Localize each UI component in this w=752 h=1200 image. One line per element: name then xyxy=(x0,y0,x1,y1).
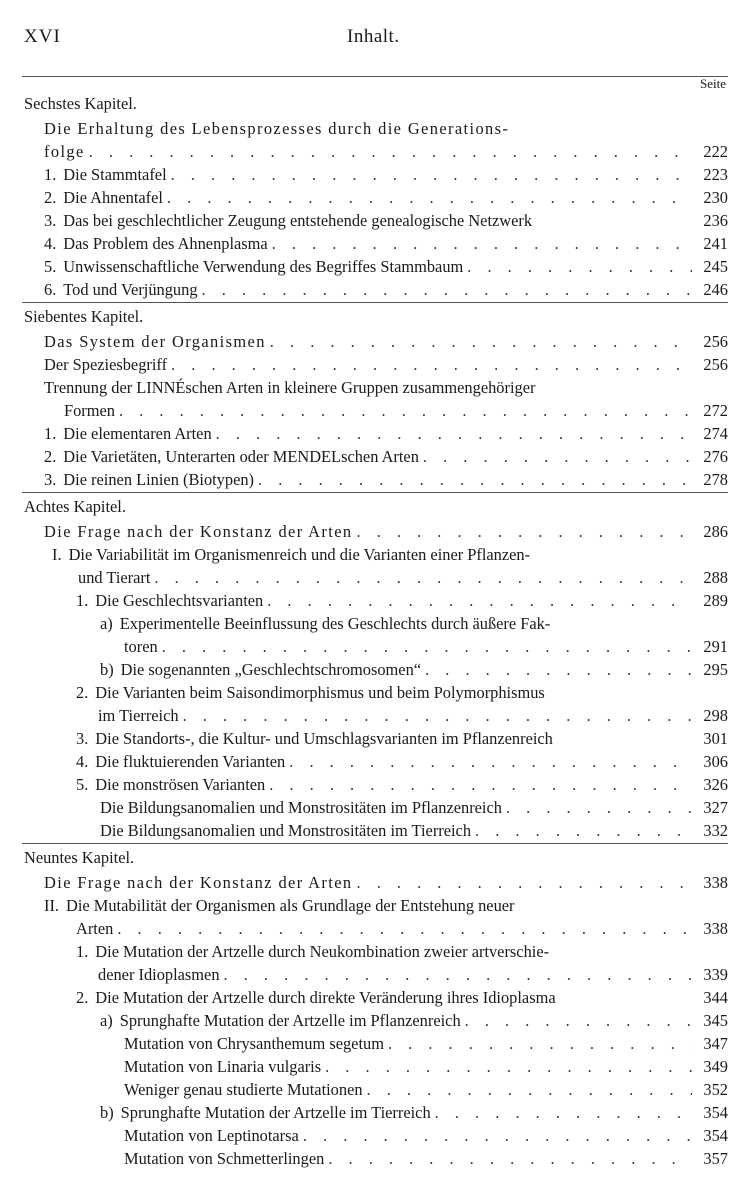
entry-title: Die Erhaltung des Lebensprozesses durch die Generations- xyxy=(44,119,510,138)
entry-title: Die Geschlechtsvarianten xyxy=(95,591,264,610)
page-ref: 338 xyxy=(703,873,728,892)
toc-entry xyxy=(0,232,752,255)
page-ref: 326 xyxy=(703,775,728,794)
chapter-heading: Neuntes Kapitel. xyxy=(24,848,135,867)
toc-entry xyxy=(0,255,752,278)
toc-entry xyxy=(0,330,752,353)
page-ref: 352 xyxy=(703,1080,728,1099)
dot-leader xyxy=(171,353,692,376)
entry-number: 2. xyxy=(76,988,89,1007)
entry-title: Mutation von Chrysanthemum segetum xyxy=(124,1034,384,1053)
page-ref: 286 xyxy=(703,522,728,541)
toc-entry xyxy=(0,543,752,589)
toc-entry xyxy=(0,163,752,186)
toc-entry xyxy=(0,658,752,681)
table-of-contents xyxy=(0,92,752,1170)
page-ref: 241 xyxy=(703,234,728,253)
entry-number: 3. xyxy=(44,211,57,230)
entry-title: Die reinen Linien (Biotypen) xyxy=(63,470,255,489)
dot-leader xyxy=(171,163,692,186)
divider xyxy=(22,302,728,303)
page-ref: 354 xyxy=(703,1126,728,1145)
toc-entry xyxy=(0,681,752,727)
dot-leader xyxy=(357,520,693,543)
entry-number: 1. xyxy=(76,591,89,610)
page-ref: 289 xyxy=(703,591,728,610)
dot-leader xyxy=(183,704,692,727)
dot-leader xyxy=(465,1009,692,1032)
entry-title: Die Frage nach der Konstanz der Arten xyxy=(44,873,353,892)
entry-title-continued: dener Idioplasmen xyxy=(98,965,220,984)
toc-entry xyxy=(0,1078,752,1101)
page-ref: 291 xyxy=(703,637,728,656)
dot-leader xyxy=(328,1147,692,1170)
toc-entry xyxy=(0,871,752,894)
dot-leader xyxy=(258,468,692,491)
chapter-heading: Sechstes Kapitel. xyxy=(24,94,137,113)
page-ref: 256 xyxy=(703,332,728,351)
entry-title: Die Variabilität im Organismenreich und die Varianten einer Pflanzen- xyxy=(68,545,531,564)
entry-number: 3. xyxy=(44,470,57,489)
entry-number: 4. xyxy=(76,752,89,771)
entry-number: a) xyxy=(100,614,113,633)
page-ref: 295 xyxy=(703,660,728,679)
entry-title: Die Stammtafel xyxy=(63,165,167,184)
divider xyxy=(22,492,728,493)
toc-entry xyxy=(0,1009,752,1032)
page-ref: 223 xyxy=(703,165,728,184)
chapter-heading: Siebentes Kapitel. xyxy=(24,307,144,326)
dot-leader xyxy=(89,140,692,163)
entry-number: a) xyxy=(100,1011,113,1030)
entry-number: 5. xyxy=(76,775,89,794)
divider xyxy=(22,843,728,844)
entry-title: Mutation von Schmetterlingen xyxy=(124,1149,325,1168)
toc-entry xyxy=(0,353,752,376)
dot-leader xyxy=(467,255,692,278)
entry-title: Die Mutation der Artzelle durch direkte Veränderung ihres Idioplasma xyxy=(95,988,556,1007)
page-ref: 344 xyxy=(703,988,728,1007)
toc-entry xyxy=(0,894,752,940)
page-ref: 306 xyxy=(703,752,728,771)
entry-number: 1. xyxy=(76,942,89,961)
page-ref: 327 xyxy=(703,798,728,817)
entry-title: Die Standorts-, die Kultur- und Umschlagsvarianten im Pflanzenreich xyxy=(95,729,553,748)
entry-title: Mutation von Linaria vulgaris xyxy=(124,1057,322,1076)
dot-leader xyxy=(269,773,692,796)
toc-entry xyxy=(0,209,752,232)
dot-leader xyxy=(325,1055,692,1078)
entry-number: 3. xyxy=(76,729,89,748)
entry-title: Die Ahnentafel xyxy=(63,188,163,207)
dot-leader xyxy=(303,1124,692,1147)
entry-title: Unwissenschaftliche Verwendung des Begriffes Stammbaum xyxy=(63,257,464,276)
entry-title: Trennung der LINNÉschen Arten in kleinere Gruppen zusammengehöriger xyxy=(44,378,536,397)
toc-entry xyxy=(0,1032,752,1055)
entry-title: Die Bildungsanomalien und Monstrositäten im Tierreich xyxy=(100,821,472,840)
entry-number: 2. xyxy=(44,188,57,207)
page-ref: 274 xyxy=(703,424,728,443)
entry-title-continued: und Tierart xyxy=(78,568,151,587)
entry-number: 2. xyxy=(44,447,57,466)
dot-leader xyxy=(216,422,692,445)
dot-leader xyxy=(154,566,692,589)
page-ref: 276 xyxy=(703,447,728,466)
page-ref: 338 xyxy=(703,919,728,938)
divider xyxy=(22,76,728,77)
entry-title: Das System der Organismen xyxy=(44,332,266,351)
dot-leader xyxy=(270,330,692,353)
entry-title: Die Frage nach der Konstanz der Arten xyxy=(44,522,353,541)
dot-leader xyxy=(475,819,692,842)
toc-entry xyxy=(0,796,752,819)
page-ref: 278 xyxy=(703,470,728,489)
entry-title: Die Mutation der Artzelle durch Neukombination zweier artverschie- xyxy=(95,942,550,961)
entry-title: Weniger genau studierte Mutationen xyxy=(124,1080,363,1099)
toc-entry xyxy=(0,1147,752,1170)
toc-entry xyxy=(0,1101,752,1124)
toc-entry xyxy=(0,520,752,543)
page-ref: 339 xyxy=(703,965,728,984)
page-ref: 288 xyxy=(703,568,728,587)
toc-entry xyxy=(0,589,752,612)
page-ref: 347 xyxy=(703,1034,728,1053)
entry-number: b) xyxy=(100,660,114,679)
page-number: XVI xyxy=(24,26,61,47)
toc-entry xyxy=(0,1055,752,1078)
dot-leader xyxy=(506,796,692,819)
page-ref: 354 xyxy=(703,1103,728,1122)
seite-label: Seite xyxy=(700,76,726,91)
dot-leader xyxy=(117,917,692,940)
entry-title: Experimentelle Beeinflussung des Geschlechts durch äußere Fak- xyxy=(119,614,551,633)
entry-title: Mutation von Leptinotarsa xyxy=(124,1126,299,1145)
entry-title: Die Mutabilität der Organismen als Grundlage der Entstehung neuer xyxy=(66,896,515,915)
dot-leader xyxy=(162,635,692,658)
entry-title-continued: toren xyxy=(124,637,158,656)
entry-number: II. xyxy=(44,896,60,915)
toc-entry xyxy=(0,773,752,796)
entry-title: Die fluktuierenden Varianten xyxy=(95,752,286,771)
entry-number: 6. xyxy=(44,280,57,299)
dot-leader xyxy=(357,871,693,894)
toc-entry xyxy=(0,819,752,842)
entry-title: Die Varietäten, Unterarten oder MENDELschen Arten xyxy=(63,447,419,466)
entry-title: Das Problem des Ahnenplasma xyxy=(63,234,268,253)
entry-number: 1. xyxy=(44,424,57,443)
entry-title-continued: im Tierreich xyxy=(98,706,179,725)
entry-number: 2. xyxy=(76,683,89,702)
entry-title: Der Speziesbegriff xyxy=(44,355,168,374)
dot-leader xyxy=(272,232,692,255)
page-ref: 256 xyxy=(703,355,728,374)
entry-title: Das bei geschlechtlicher Zeugung entstehende genealogische Netzwerk xyxy=(63,211,533,230)
dot-leader xyxy=(224,963,692,986)
entry-title: Die Varianten beim Saisondimorphismus und beim Polymorphismus xyxy=(95,683,545,702)
entry-title-continued: Formen xyxy=(64,401,115,420)
page-ref: 345 xyxy=(703,1011,728,1030)
page-ref: 298 xyxy=(703,706,728,725)
entry-title: Sprunghafte Mutation der Artzelle im Tierreich xyxy=(120,1103,431,1122)
toc-entry xyxy=(0,986,752,1009)
toc-entry xyxy=(0,186,752,209)
dot-leader xyxy=(119,399,692,422)
toc-entry xyxy=(0,468,752,491)
toc-entry xyxy=(0,727,752,750)
toc-entry xyxy=(0,750,752,773)
toc-entry xyxy=(0,940,752,986)
dot-leader xyxy=(202,278,692,301)
entry-title: Die elementaren Arten xyxy=(63,424,212,443)
entry-title: Die sogenannten „Geschlechtschromosomen“ xyxy=(120,660,422,679)
entry-title-continued: folge xyxy=(44,142,85,161)
dot-leader xyxy=(425,658,692,681)
page-ref: 222 xyxy=(703,142,728,161)
toc-entry xyxy=(0,445,752,468)
toc-entry xyxy=(0,376,752,422)
page-title: Inhalt. xyxy=(347,26,400,47)
page-ref: 230 xyxy=(703,188,728,207)
entry-number: I. xyxy=(52,545,62,564)
page-ref: 246 xyxy=(703,280,728,299)
toc-entry xyxy=(0,422,752,445)
entry-title: Tod und Verjüngung xyxy=(63,280,198,299)
page-ref: 245 xyxy=(703,257,728,276)
dot-leader xyxy=(267,589,692,612)
toc-entry xyxy=(0,117,752,163)
toc-entry xyxy=(0,278,752,301)
dot-leader xyxy=(435,1101,692,1124)
entry-number: 1. xyxy=(44,165,57,184)
dot-leader xyxy=(167,186,692,209)
entry-number: 4. xyxy=(44,234,57,253)
page-ref: 236 xyxy=(703,211,728,230)
chapter-heading: Achtes Kapitel. xyxy=(24,497,126,516)
entry-title-continued: Arten xyxy=(76,919,114,938)
page-ref: 357 xyxy=(703,1149,728,1168)
entry-number: b) xyxy=(100,1103,114,1122)
entry-title: Die monströsen Varianten xyxy=(95,775,266,794)
dot-leader xyxy=(388,1032,692,1055)
toc-entry xyxy=(0,612,752,658)
toc-entry xyxy=(0,1124,752,1147)
page-ref: 301 xyxy=(703,729,728,748)
page-ref: 332 xyxy=(703,821,728,840)
dot-leader xyxy=(423,445,692,468)
page-ref: 349 xyxy=(703,1057,728,1076)
entry-title: Sprunghafte Mutation der Artzelle im Pflanzenreich xyxy=(119,1011,461,1030)
entry-number: 5. xyxy=(44,257,57,276)
dot-leader xyxy=(289,750,692,773)
entry-title: Die Bildungsanomalien und Monstrositäten im Pflanzenreich xyxy=(100,798,502,817)
page-ref: 272 xyxy=(703,401,728,420)
dot-leader xyxy=(367,1078,692,1101)
